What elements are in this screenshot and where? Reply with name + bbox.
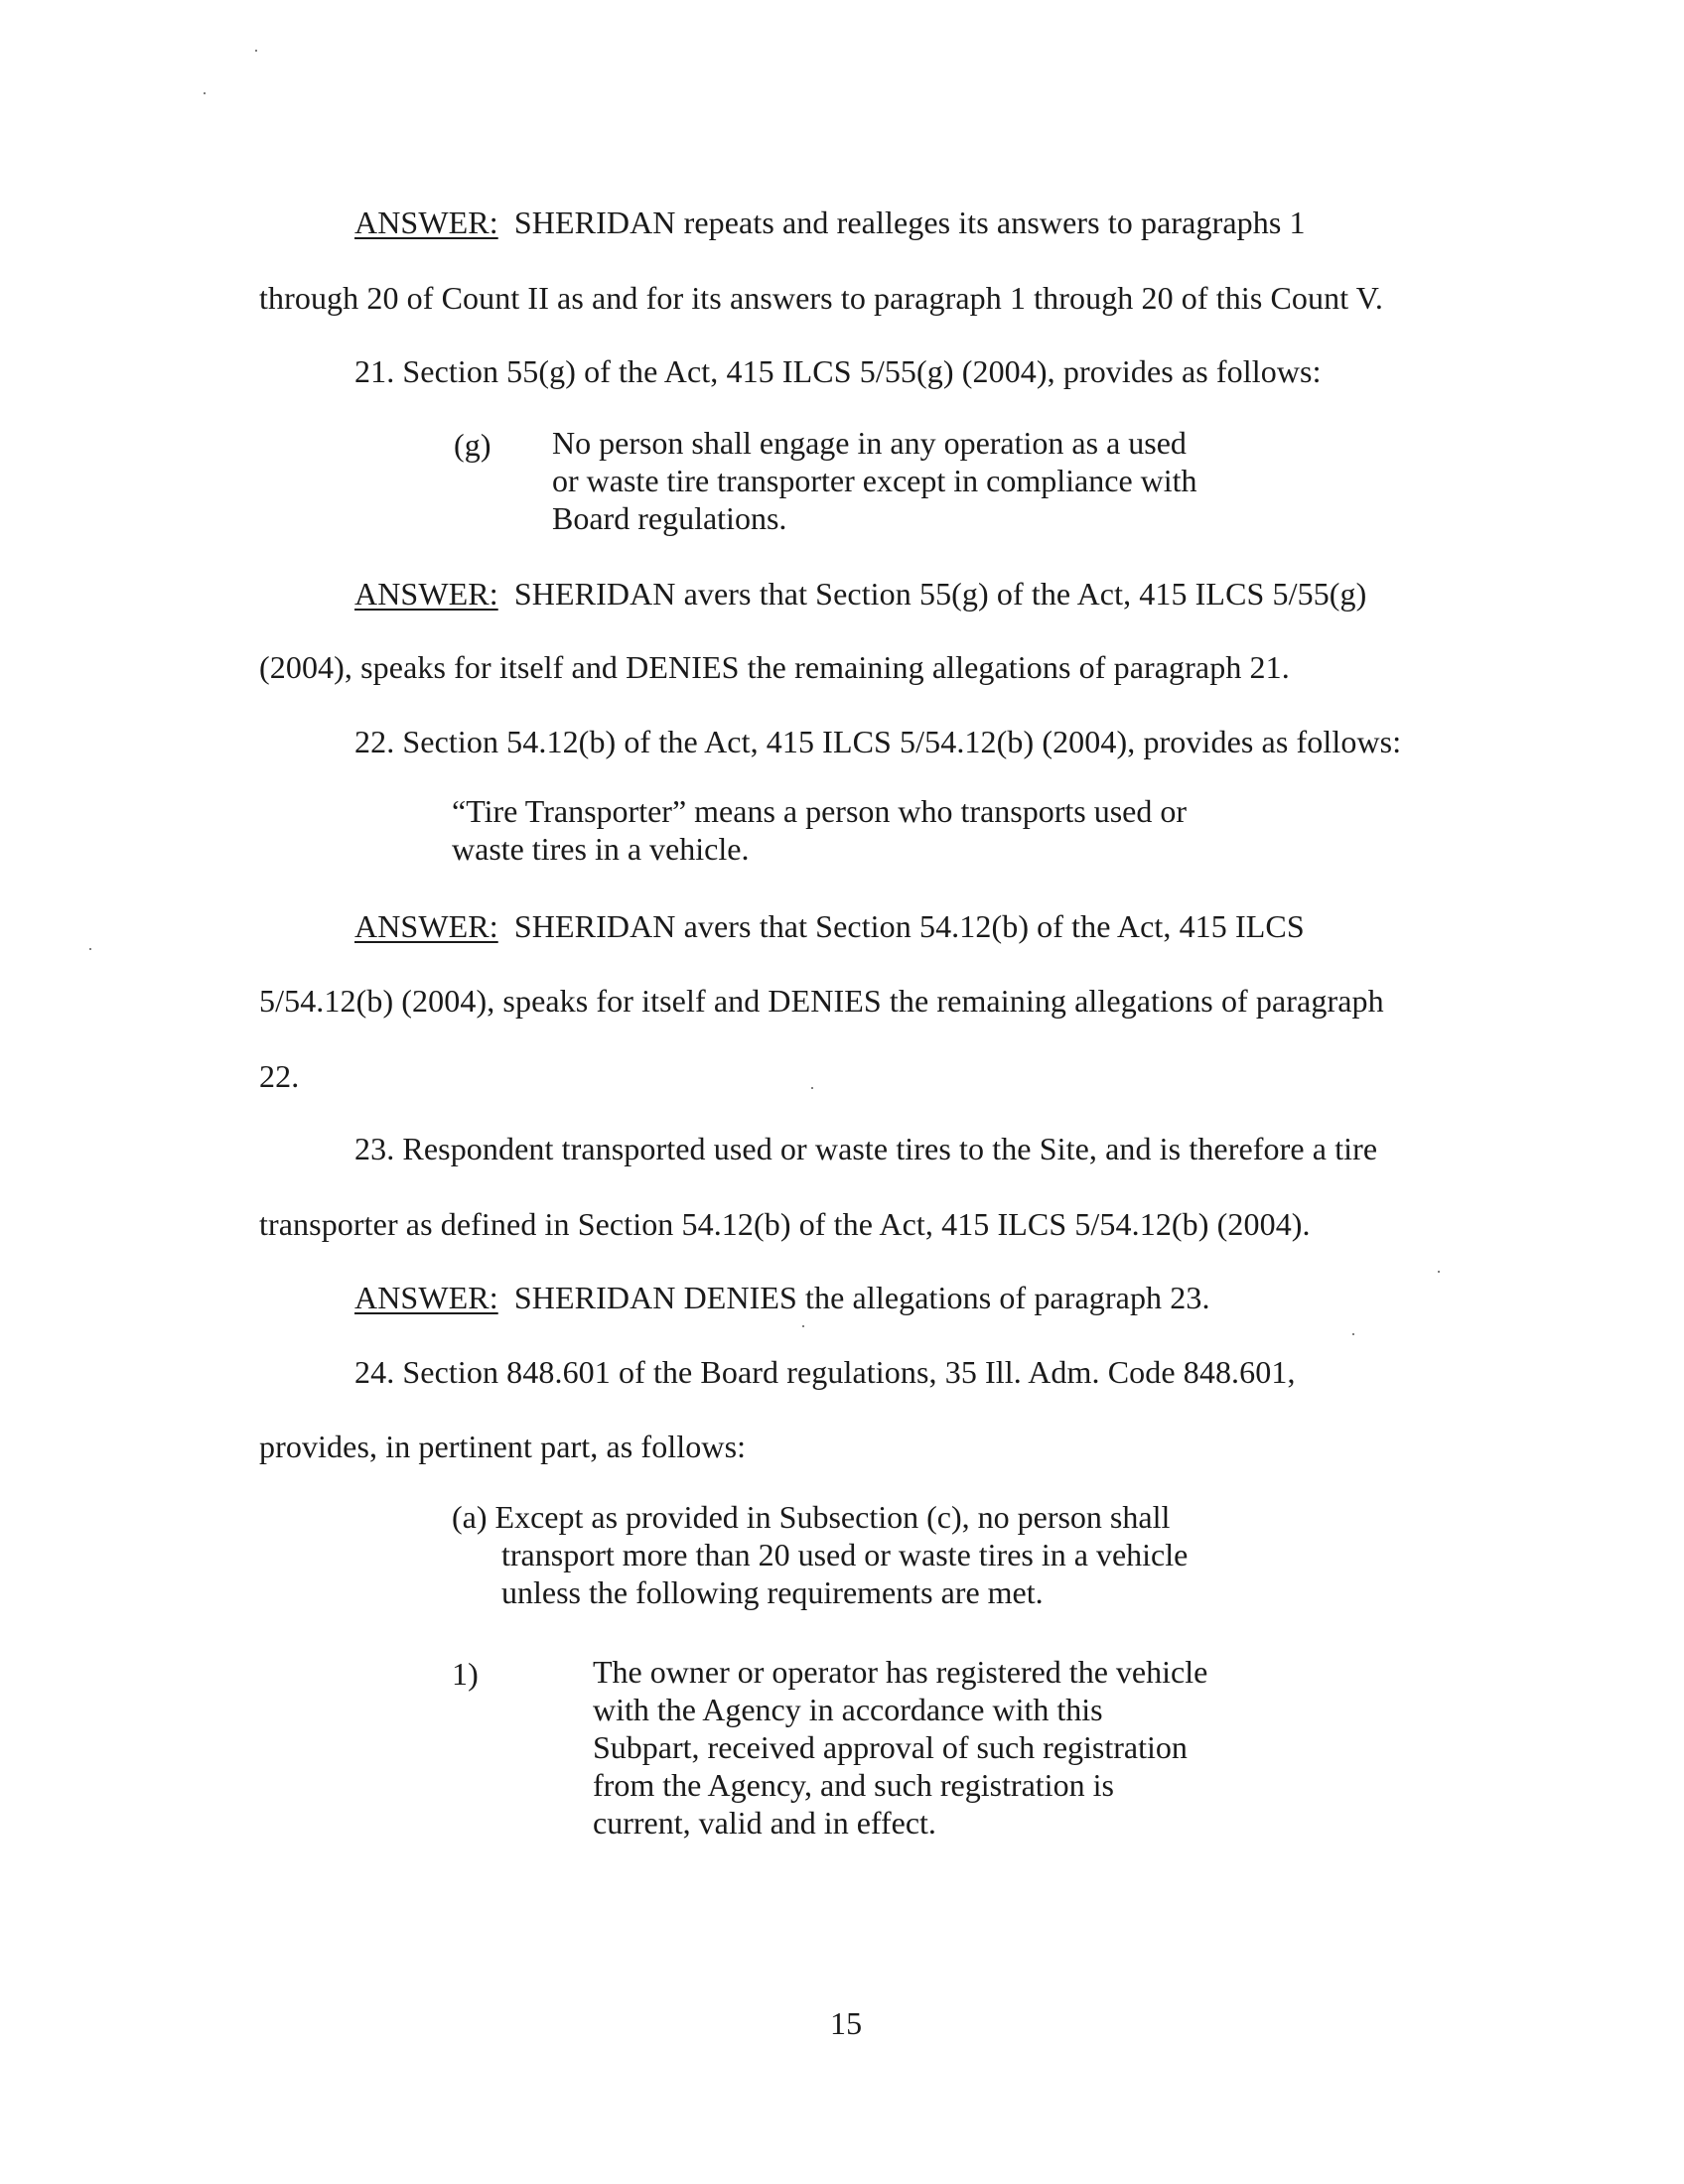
page-number: 15 [830,2005,863,2041]
answer-label: ANSWER: [354,908,498,944]
answer-text: SHERIDAN repeats and realleges its answers to paragraphs 1 [513,205,1306,240]
paragraph-23-line1: 23. Respondent transported used or waste tires to the Site, and is therefore a tire [354,1131,1378,1166]
scan-speck [1438,1271,1440,1273]
scan-speck [255,50,257,52]
answer-intro-line1 [354,206,1306,238]
scan-speck [204,92,206,94]
scan-speck [1352,1333,1354,1335]
quote-22-line: “Tire Transporter” means a person who transports used or [452,793,1188,829]
paragraph-21: 21. Section 55(g) of the Act, 415 ILCS 5/55(g) (2004), provides as follows: [354,353,1322,389]
quote-21-line: or waste tire transporter except in compliance with [552,463,1197,498]
quote-21-text [552,424,1197,537]
answer-text: SHERIDAN DENIES the allegations of paragraph 23. [513,1280,1210,1315]
quote-24a-line: (a) Except as provided in Subsection (c), no person shall [452,1499,1171,1535]
answer-22-line2: 5/54.12(b) (2004), speaks for itself and DENIES the remaining allegations of paragraph [259,983,1384,1019]
scan-speck [802,1325,804,1327]
quote-22-text [452,792,1187,868]
quote-24a-line: transport more than 20 used or waste tires in a vehicle [501,1537,1189,1572]
scan-speck [811,1087,813,1089]
quote-24-1-line: with the Agency in accordance with this [593,1692,1103,1727]
quote-24-1-marker: 1) [452,1656,479,1692]
quote-24-1-line: current, valid and in effect. [593,1805,936,1841]
quote-24-1-line: Subpart, received approval of such registration [593,1729,1188,1765]
answer-text: SHERIDAN avers that Section 54.12(b) of the Act, 415 ILCS [513,908,1305,944]
answer-intro-line2: through 20 of Count II as and for its answers to paragraph 1 through 20 of this Count V. [259,280,1383,316]
answer-label: ANSWER: [354,576,498,612]
quote-24a-line: unless the following requirements are met. [501,1574,1044,1610]
answer-22-line1 [354,910,1305,942]
answer-text: SHERIDAN avers that Section 55(g) of the Act, 415 ILCS 5/55(g) [513,576,1367,612]
quote-21-marker: (g) [454,427,491,463]
quote-21-line: No person shall engage in any operation as a used [552,425,1187,461]
answer-21-line1 [354,578,1366,610]
quote-22-line: waste tires in a vehicle. [452,831,750,867]
scan-speck [89,948,91,950]
quote-24a-text [452,1498,1188,1611]
answer-21-line2: (2004), speaks for itself and DENIES the remaining allegations of paragraph 21. [259,649,1290,685]
paragraph-22: 22. Section 54.12(b) of the Act, 415 ILCS 5/54.12(b) (2004), provides as follows: [354,724,1402,759]
answer-label: ANSWER: [354,205,498,240]
quote-24-1-line: The owner or operator has registered the vehicle [593,1654,1208,1690]
answer-23-line1 [354,1282,1210,1313]
quote-21-line: Board regulations. [552,500,787,536]
answer-label: ANSWER: [354,1280,498,1315]
answer-22-line3: 22. [259,1058,300,1094]
paragraph-23-line2: transporter as defined in Section 54.12(b) of the Act, 415 ILCS 5/54.12(b) (2004). [259,1206,1311,1242]
paragraph-24-line2: provides, in pertinent part, as follows: [259,1429,747,1464]
paragraph-24-line1: 24. Section 848.601 of the Board regulations, 35 Ill. Adm. Code 848.601, [354,1354,1296,1390]
quote-24-1-line: from the Agency, and such registration is [593,1767,1114,1803]
quote-24-1-text [593,1653,1207,1842]
